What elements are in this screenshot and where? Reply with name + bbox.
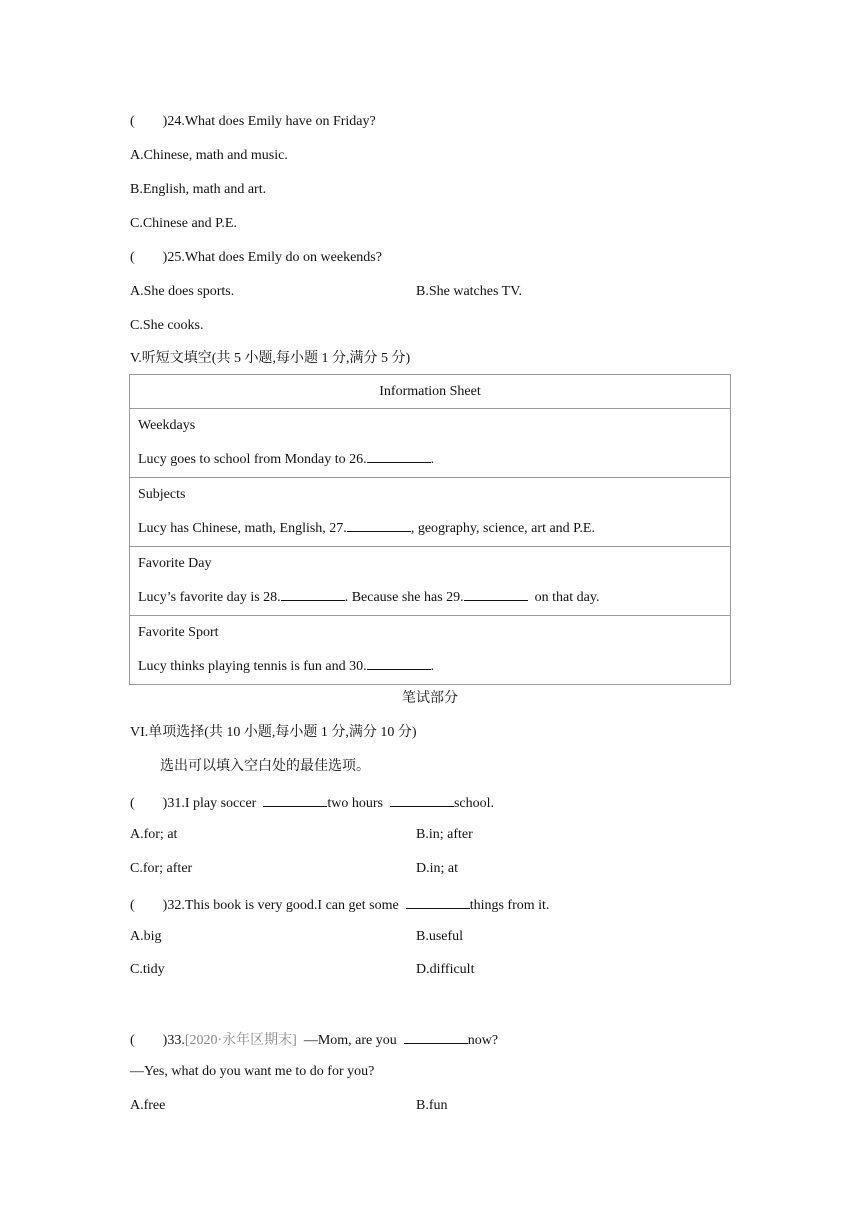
answer-blank-29[interactable] [464,586,528,601]
row-text-subjects [138,512,722,546]
q24-option-c: C.Chinese and P.E. [130,216,237,231]
row-text-part: , geography, science, art and P.E. [410,521,595,536]
row-text-part: . [430,659,435,674]
stem-part: school. [453,796,495,811]
table-row [130,478,731,547]
row-text-weekdays [138,443,722,477]
q25-option-c: C.She cooks. [130,318,204,333]
stem-part: now? [467,1033,499,1048]
answer-blank-26[interactable] [367,448,431,463]
row-text-favorite-day [138,581,722,615]
stem-part: two hours [327,796,390,811]
stem-part: —Mom, are you [296,1033,404,1048]
stem-part: ( )32.This book is very good.I can get some [130,898,406,913]
q32-option-d: D.difficult [416,962,475,977]
q33-reply: —Yes, what do you want me to do for you? [130,1064,375,1079]
table-row [130,616,731,685]
q33-option-b: B.fun [416,1098,448,1113]
row-text-part: . Because she has 29. [344,590,464,605]
q31-option-c: C.for; after [130,861,193,876]
information-sheet-table [129,374,731,685]
table-title: Information Sheet [130,375,731,409]
row-text-part: Lucy thinks playing tennis is fun and 30. [138,659,367,674]
row-text-part: on that day. [527,590,600,605]
table-row [130,547,731,616]
question-32-stem [130,894,549,915]
section-6-instruction: 选出可以填入空白处的最佳选项。 [160,759,370,774]
answer-blank[interactable] [390,792,454,807]
q24-option-b: B.English, math and art. [130,182,267,197]
answer-blank[interactable] [406,894,470,909]
answer-blank[interactable] [404,1029,468,1044]
row-label-favorite-sport: Favorite Sport [138,625,219,640]
question-25-stem: ( )25.What does Emily do on weekends? [130,250,382,265]
question-33-stem [130,1029,498,1050]
q24-option-a: A.Chinese, math and music. [130,148,288,163]
table-header-row [130,375,731,409]
table-row [130,409,731,478]
q31-option-d: D.in; at [416,861,458,876]
stem-part: ( )33. [130,1033,185,1048]
row-label-subjects: Subjects [138,487,186,502]
row-text-part: Lucy’s favorite day is 28. [138,590,281,605]
answer-blank[interactable] [263,792,327,807]
stem-part: things from it. [469,898,550,913]
q33-option-a: A.free [130,1098,166,1113]
question-24-stem: ( )24.What does Emily have on Friday? [130,114,376,129]
section-5-heading: V.听短文填空(共 5 小题,每小题 1 分,满分 5 分) [130,351,411,366]
section-6-heading: VI.单项选择(共 10 小题,每小题 1 分,满分 10 分) [130,725,417,740]
q32-option-a: A.big [130,929,162,944]
q31-option-b: B.in; after [416,827,473,842]
question-source-tag: [2020·永年区期末] [184,1033,297,1048]
row-text-part: . [430,452,435,467]
question-31-stem [130,792,494,813]
q31-option-a: A.for; at [130,827,178,842]
answer-blank-28[interactable] [281,586,345,601]
q25-option-a: A.She does sports. [130,284,235,299]
stem-part: ( )31.I play soccer [130,796,264,811]
written-part-heading: 笔试部分 [402,691,458,706]
row-label-favorite-day: Favorite Day [138,556,212,571]
row-label-weekdays: Weekdays [138,418,196,433]
row-text-part: Lucy has Chinese, math, English, 27. [138,521,347,536]
answer-blank-30[interactable] [367,655,431,670]
row-text-favorite-sport [138,650,722,684]
q32-option-c: C.tidy [130,962,165,977]
row-text-part: Lucy goes to school from Monday to 26. [138,452,367,467]
answer-blank-27[interactable] [347,517,411,532]
q25-option-b: B.She watches TV. [416,284,523,299]
q32-option-b: B.useful [416,929,464,944]
